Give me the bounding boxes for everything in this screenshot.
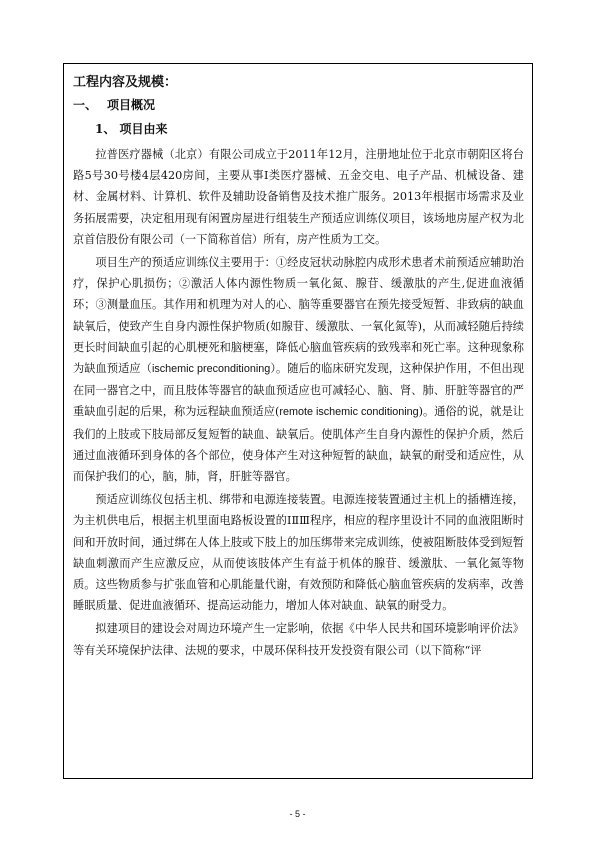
paragraph-function-part-1: 项目生产的预适应训练仪主要用于：①经皮冠状动脉腔内成形术患者术前预适应辅助治疗，保护心肌损伤；②激活人体内源性物质一氧化氮、腺苷、缓激肽的产生,促进血液循环；③测量血压。其作用和机理为对人的心、脑等重要器官在预先接受短暂、非致病的缺血缺氧后，使致产生自身内源性保护物质(如腺苷、缓激肽、一氧化氮等)，从而减轻随后持续更长时间缺血引起的心肌梗死和脑梗塞，降低心脑血管疾病的致残率和死亡率。这种现象称为缺血预适应（: [73, 256, 524, 376]
page-number: - 5 -: [289, 809, 306, 819]
content-frame: [63, 63, 533, 779]
paragraph-device: 预适应训练仪包括主机、绑带和电源连接装置。电源连接装置通过主机上的插槽连接，为主机供电后，根据主机里面电路板设置的ⅠⅡⅢ程序，相应的程序里设计不同的血液阻断时间和开放时间，通过绑在人体上肢或下肢上的加压绑带来完成训练，使被阻断肢体受到短暂缺血刺激而产生应激反应，从而使该肢体产生有益于机体的腺苷、缓激肽、一氧化氮等物质。这些物质参与扩张血管和心肌能量代谢，有效预防和降低心脑血管疾病的发病率，改善睡眠质量、促进血液循环、提高运动能力，增加人体对缺血、缺氧的耐受力。: [73, 493, 524, 613]
paragraph-background: 拉普医疗器械（北京）有限公司成立于2011年12月，注册地址位于北京市朝阳区将台路5号30号楼4层420房间，主要从事Ⅰ类医疗器械、五金交电、电子产品、机械设备、建材、金属材料、计算机、软件及辅助设备销售及技术推广服务。2013年根据市场需求及业务拓展需要，决定租用现有闲置房屋进行组装生产预适应训练仪项目，该场地房屋产权为北京首信股份有限公司（一下简称首信）所有，房产性质为工交。: [73, 148, 524, 246]
body-text: [73, 144, 524, 663]
term-ischemic-preconditioning: ischemic preconditioning: [151, 363, 271, 376]
section-heading: [73, 98, 155, 113]
term-remote-ischemic-conditioning: remote ischemic conditioning: [279, 406, 419, 419]
paragraph-assessment: 拟建项目的建设会对周边环境产生一定影响，依据《中华人民共和国环境影响评价法》等有关环境保护法律、法规的要求，中晟环保科技开发投资有限公司（以下简称“评: [73, 622, 524, 657]
subsection-heading: 1、 项目由来: [95, 122, 168, 136]
paragraph-function-part-2: ）。随后的临床研究发现，这种保护作用，不但出现在同一器官之中，而且肢体等器官的缺血预适应也可减轻心、脑、肾、肺、肝脏等器官的严重缺血引起的后果，称为远程缺血预适应(: [73, 362, 524, 419]
page-heading: 工程内容及规模：: [73, 75, 178, 90]
paragraph-function-part-3: )。通俗的说，就是让我们的上肢或下肢局部反复短暂的缺血、缺氧后。使肌体产生自身内源性的保护介质，然后通过血液循环到身体的各个部位，使身体产生对这种短暂的缺血，缺氧的耐受和适应性，从而保护我们的心，脑，肺，肾，肝脏等器官。: [73, 405, 524, 484]
paragraph-function: [73, 252, 524, 487]
section-number: 一、: [73, 98, 98, 112]
section-title: 项目概况: [107, 98, 156, 112]
